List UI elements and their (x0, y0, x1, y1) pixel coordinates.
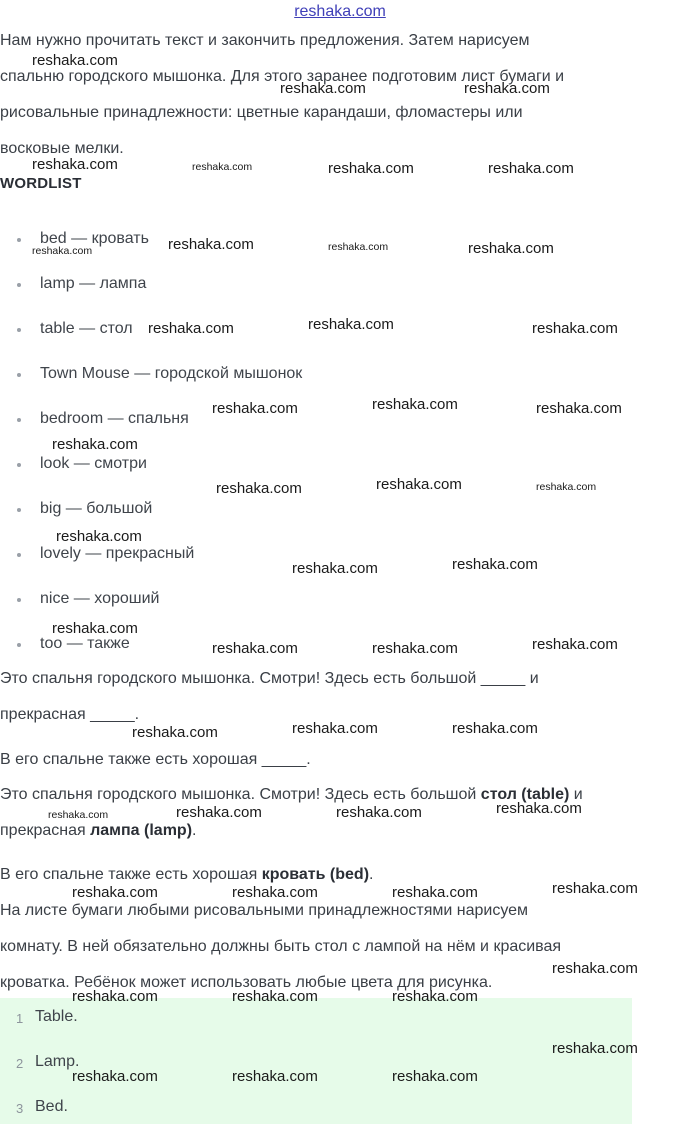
answer-number: 1 (16, 1011, 24, 1026)
watermark: reshaka.com (328, 160, 414, 177)
bullet-icon (17, 238, 21, 242)
watermark: reshaka.com (32, 156, 118, 173)
bullet-icon (17, 553, 21, 557)
intro-line-1: Нам нужно прочитать текст и закончить предложения. Затем нарисуем (0, 32, 530, 49)
watermark: reshaka.com (452, 720, 538, 737)
watermark: reshaka.com (72, 884, 158, 901)
answer-text: и (569, 786, 583, 803)
answer-word-lamp: лампа (lamp) (90, 822, 193, 839)
word-bed: bed — кровать (40, 230, 149, 247)
watermark: reshaka.com (488, 160, 574, 177)
answer-item-lamp: Lamp. (35, 1053, 80, 1070)
intro-line-3: рисовальные принадлежности: цветные карандаши, фломастеры или (0, 104, 523, 121)
watermark: reshaka.com (336, 804, 422, 821)
task-line-1: Это спальня городского мышонка. Смотри! Здесь есть большой _____ и (0, 670, 539, 687)
watermark: reshaka.com (372, 640, 458, 657)
watermark: reshaka.com (392, 884, 478, 901)
watermark: reshaka.com (52, 620, 138, 637)
watermark: reshaka.com (280, 80, 366, 97)
watermark: reshaka.com (468, 240, 554, 257)
bullet-icon (17, 463, 21, 467)
answer-item-table: Table. (35, 1008, 78, 1025)
task-line-2: прекрасная _____. (0, 706, 140, 723)
watermark: reshaka.com (48, 809, 109, 821)
watermark: reshaka.com (132, 724, 218, 741)
intro-line-2: спальню городского мышонка. Для этого заранее подготовим лист бумаги и (0, 68, 565, 85)
watermark: reshaka.com (32, 52, 118, 69)
watermark: reshaka.com (72, 1068, 158, 1085)
bullet-icon (17, 418, 21, 422)
answer-number: 3 (16, 1101, 24, 1116)
watermark: reshaka.com (372, 396, 458, 413)
word-too: too — также (40, 635, 130, 652)
bullet-icon (17, 643, 21, 647)
watermark: reshaka.com (552, 1040, 638, 1057)
watermark: reshaka.com (392, 988, 478, 1005)
watermark: reshaka.com (552, 960, 638, 977)
bullet-icon (17, 373, 21, 377)
watermark: reshaka.com (232, 1068, 318, 1085)
watermark: reshaka.com (56, 528, 142, 545)
bullet-icon (17, 508, 21, 512)
watermark: reshaka.com (452, 556, 538, 573)
answer-text: прекрасная (0, 822, 91, 839)
watermark: reshaka.com (72, 988, 158, 1005)
watermark: reshaka.com (292, 720, 378, 737)
answer-box (0, 998, 632, 1124)
word-look: look — смотри (40, 455, 147, 472)
word-lamp: lamp — лампа (40, 275, 147, 292)
watermark: reshaka.com (552, 880, 638, 897)
watermark: reshaka.com (308, 316, 394, 333)
task-line-3: В его спальне также есть хорошая _____. (0, 751, 311, 768)
bullet-icon (17, 598, 21, 602)
watermark: reshaka.com (192, 161, 253, 173)
watermark: reshaka.com (232, 884, 318, 901)
watermark: reshaka.com (536, 481, 597, 493)
word-bedroom: bedroom — спальня (40, 410, 189, 427)
watermark: reshaka.com (148, 320, 234, 337)
answer-word-table: стол (table) (480, 786, 570, 803)
drawing-line-3: кроватка. Ребёнок может использовать любые цвета для рисунка. (0, 974, 493, 991)
word-town-mouse: Town Mouse — городской мышонок (40, 365, 303, 382)
watermark: reshaka.com (392, 1068, 478, 1085)
bullet-icon (17, 283, 21, 287)
watermark: reshaka.com (464, 80, 550, 97)
watermark: reshaka.com (536, 400, 622, 417)
answer-text: . (192, 822, 197, 839)
word-table: table — стол (40, 320, 133, 337)
watermark: reshaka.com (532, 320, 618, 337)
answer-item-bed: Bed. (35, 1098, 68, 1115)
watermark: reshaka.com (52, 436, 138, 453)
drawing-line-2: комнату. В ней обязательно должны быть стол с лампой на нём и красивая (0, 938, 562, 955)
answer-text: . (369, 866, 374, 883)
watermark: reshaka.com (212, 640, 298, 657)
wordlist-heading: WORDLIST (0, 175, 82, 192)
word-big: big — большой (40, 500, 153, 517)
answer-text: Это спальня городского мышонка. Смотри! Здесь есть большой (0, 786, 481, 803)
watermark: reshaka.com (176, 804, 262, 821)
answer-word-bed: кровать (bed) (261, 866, 370, 883)
watermark: reshaka.com (168, 236, 254, 253)
word-nice: nice — хороший (40, 590, 160, 607)
watermark: reshaka.com (232, 988, 318, 1005)
watermark: reshaka.com (216, 480, 302, 497)
watermark: reshaka.com (376, 476, 462, 493)
answer-text: В его спальне также есть хорошая (0, 866, 262, 883)
watermark: reshaka.com (292, 560, 378, 577)
answer-line-2 (0, 821, 196, 841)
watermark: reshaka.com (496, 800, 582, 817)
answer-number: 2 (16, 1056, 24, 1071)
watermark: reshaka.com (328, 241, 389, 253)
site-link[interactable]: reshaka.com (294, 3, 386, 20)
watermark: reshaka.com (32, 245, 93, 257)
drawing-line-1: На листе бумаги любыми рисовальными принадлежностями нарисуем (0, 902, 529, 919)
watermark: reshaka.com (212, 400, 298, 417)
answer-line-3 (0, 865, 373, 885)
watermark: reshaka.com (532, 636, 618, 653)
intro-line-4: восковые мелки. (0, 140, 124, 157)
word-lovely: lovely — прекрасный (40, 545, 195, 562)
bullet-icon (17, 328, 21, 332)
